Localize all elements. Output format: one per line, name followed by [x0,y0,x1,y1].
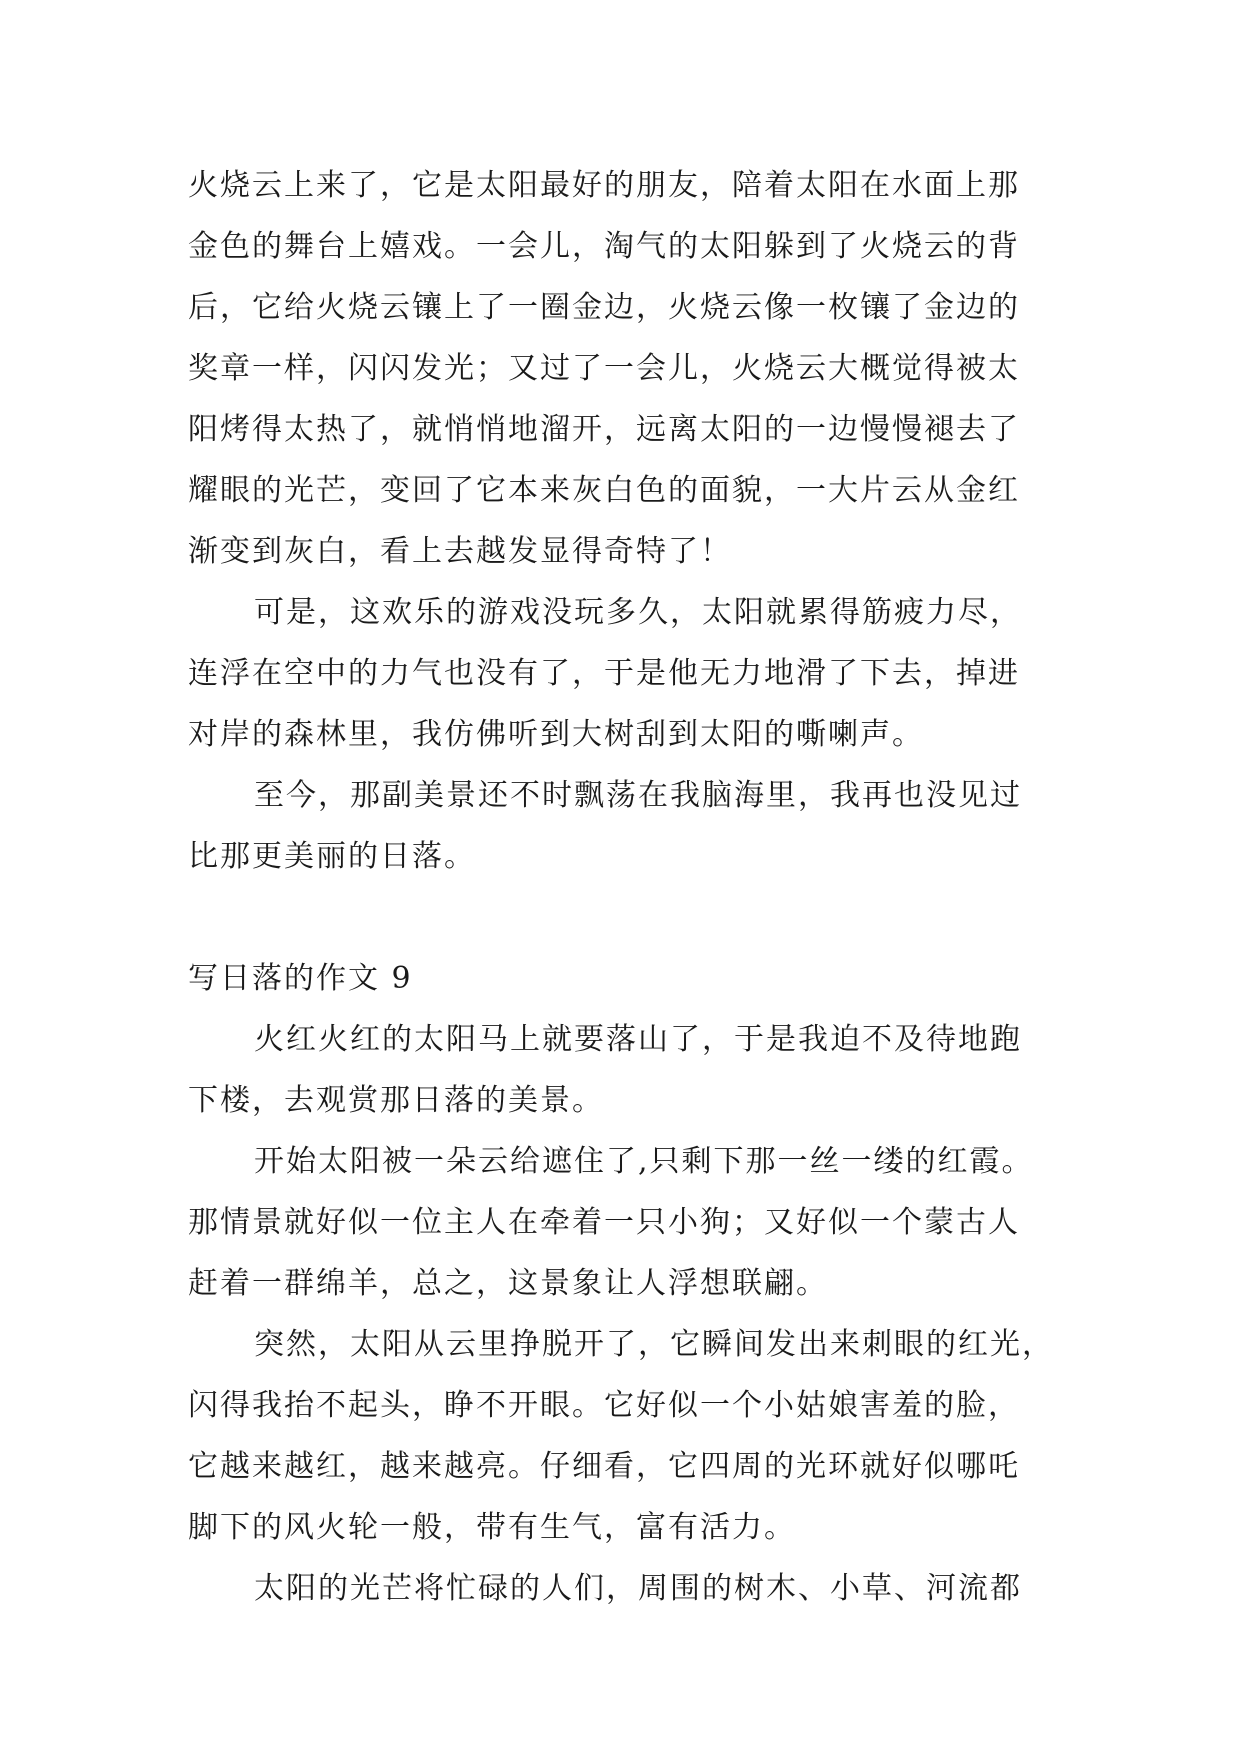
text-line: 比那更美丽的日落。 [188,839,476,874]
section-gap [188,887,1056,948]
text-line: 至今，那副美景还不时飘荡在我脑海里，我再也没见过 [254,778,1022,813]
text-line: 奖章一样，闪闪发光；又过了一会儿，火烧云大概觉得被太 [188,351,1020,386]
text-line: 赶着一群绵羊，总之，这景象让人浮想联翩。 [188,1266,828,1301]
text-line: 开始太阳被一朵云给遮住了,只剩下那一丝一缕的红霞。 [254,1144,1034,1179]
section-title: 写日落的作文 9 [188,961,413,996]
text-line: 金色的舞台上嬉戏。一会儿，淘气的太阳躲到了火烧云的背 [188,229,1020,264]
text-line: 火红火红的太阳马上就要落山了，于是我迫不及待地跑 [254,1022,1022,1057]
text-line: 对岸的森林里，我仿佛听到大树刮到太阳的嘶喇声。 [188,717,924,752]
paragraph-fire-clouds [188,155,1056,582]
text-line: 那情景就好似一位主人在牵着一只小狗；又好似一个蒙古人 [188,1205,1020,1240]
paragraph-sun-breaks-free [188,1314,1056,1558]
document-page [188,155,1056,1619]
text-line: 脚下的风火轮一般，带有生气，富有活力。 [188,1510,796,1545]
text-line: 后，它给火烧云镶上了一圈金边，火烧云像一枚镶了金边的 [188,290,1020,325]
text-line: 耀眼的光芒，变回了它本来灰白色的面貌，一大片云从金红 [188,473,1020,508]
text-line: 可是，这欢乐的游戏没玩多久，太阳就累得筋疲力尽， [254,595,1022,630]
paragraph-memory [188,765,1056,887]
text-line: 连浮在空中的力气也没有了，于是他无力地滑了下去，掉进 [188,656,1020,691]
text-line: 它越来越红，越来越亮。仔细看，它四周的光环就好似哪吒 [188,1449,1020,1484]
paragraph-cloud-cover [188,1131,1056,1314]
paragraph-sun-tired [188,582,1056,765]
text-line: 渐变到灰白，看上去越发显得奇特了！ [188,534,732,569]
paragraph-sunlight [188,1558,1056,1619]
paragraph-sunset-intro [188,1009,1056,1131]
text-line: 阳烤得太热了，就悄悄地溜开，远离太阳的一边慢慢褪去了 [188,412,1020,447]
text-line: 闪得我抬不起头，睁不开眼。它好似一个小姑娘害羞的脸， [188,1388,1020,1423]
text-line: 下楼，去观赏那日落的美景。 [188,1083,604,1118]
text-line: 太阳的光芒将忙碌的人们，周围的树木、小草、河流都 [254,1571,1022,1606]
text-line: 突然，太阳从云里挣脱开了，它瞬间发出来刺眼的红光， [254,1327,1054,1362]
text-line: 火烧云上来了，它是太阳最好的朋友，陪着太阳在水面上那 [188,168,1020,203]
